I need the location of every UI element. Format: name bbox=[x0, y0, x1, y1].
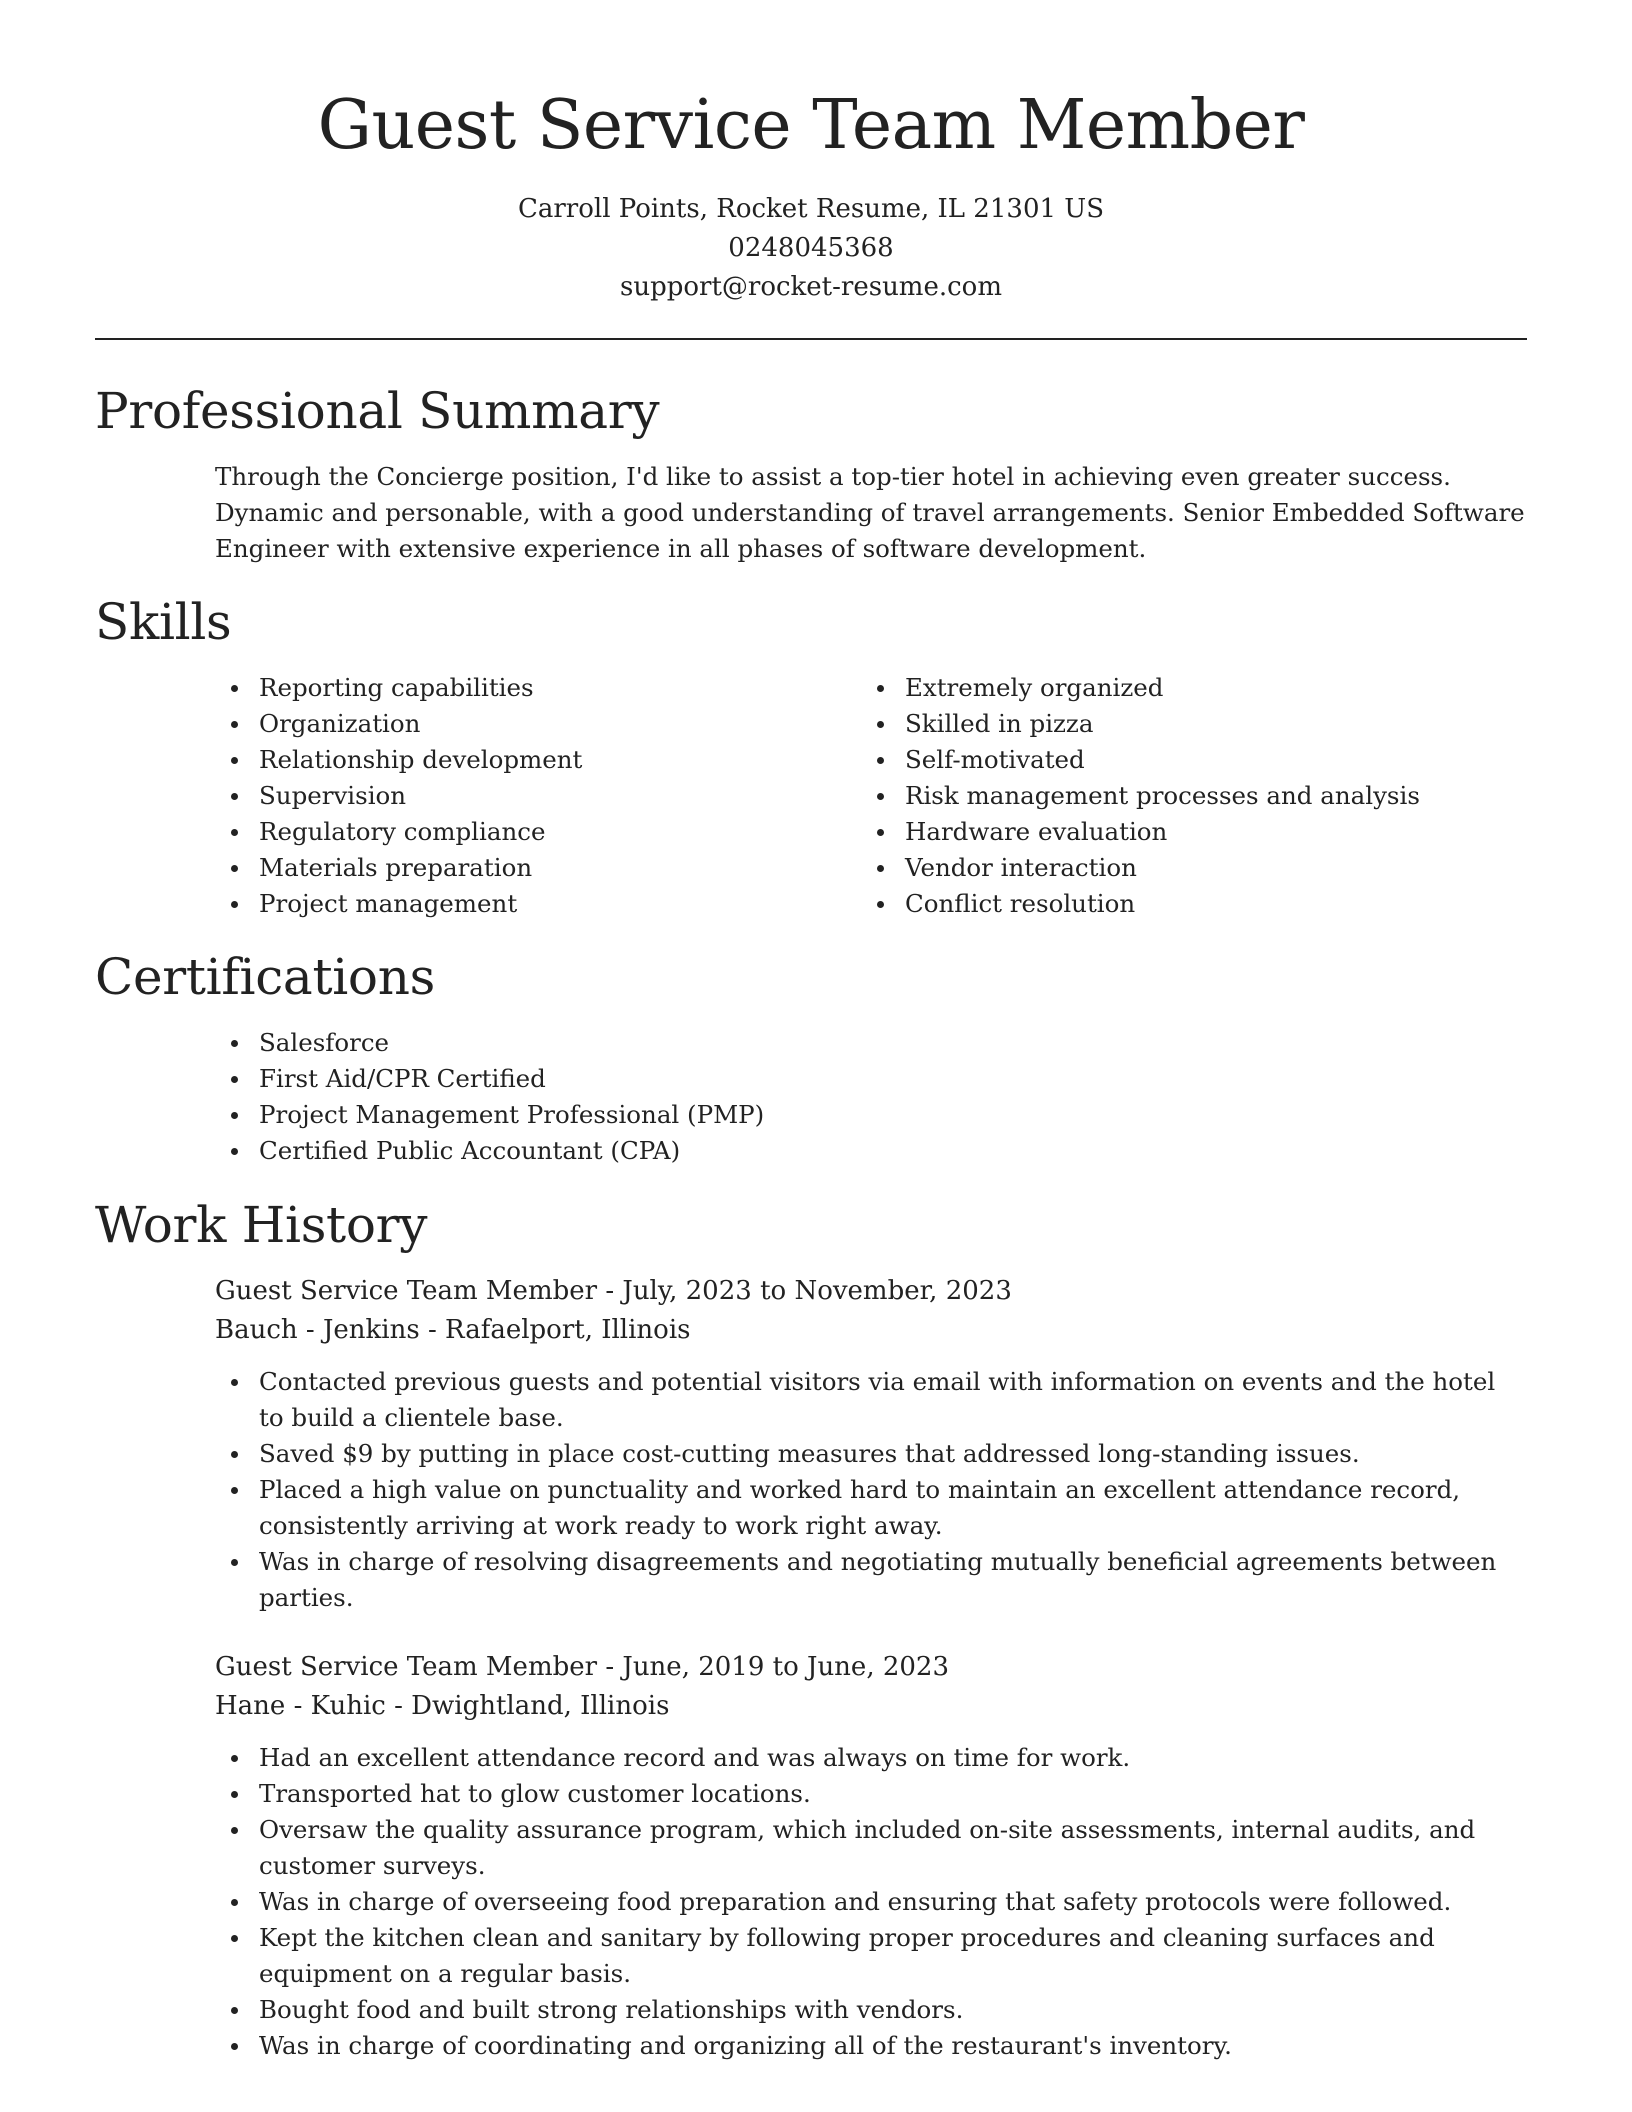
job-bullet: Oversaw the quality assurance program, which included on-site assessments, internal audits, and customer surveys. bbox=[215, 1812, 1527, 1884]
job-entry bbox=[215, 1648, 1527, 2064]
job-bullet: Was in charge of overseeing food preparation and ensuring that safety protocols were followed. bbox=[215, 1884, 1527, 1920]
job-bullet: Contacted previous guests and potential visitors via email with information on events and the hotel to build a clientele base. bbox=[215, 1364, 1527, 1436]
job-bullet: Kept the kitchen clean and sanitary by following proper procedures and cleaning surfaces and equipment on a regular basis. bbox=[215, 1920, 1527, 1992]
skill-item: Regulatory compliance bbox=[215, 814, 835, 850]
contact-email[interactable]: support@rocket-resume.com bbox=[619, 272, 1002, 302]
job-dates: July, 2023 to November, 2023 bbox=[622, 1276, 1012, 1306]
job-bullet: Had an excellent attendance record and was always on time for work. bbox=[215, 1740, 1527, 1776]
skill-item: Risk management processes and analysis bbox=[861, 778, 1481, 814]
job-company: Hane - Kuhic bbox=[215, 1691, 386, 1721]
job-bullets bbox=[215, 1364, 1527, 1616]
skills-list-right bbox=[861, 670, 1481, 922]
job-separator: - bbox=[419, 1315, 446, 1345]
job-location: Rafaelport, Illinois bbox=[445, 1315, 691, 1345]
job-title-line bbox=[215, 1272, 1527, 1311]
resume-title: Guest Service Team Member bbox=[317, 86, 1305, 165]
certifications-heading: Certifications bbox=[95, 948, 435, 1006]
skill-item: Project management bbox=[215, 886, 835, 922]
job-title-line bbox=[215, 1648, 1527, 1687]
job-bullet: Bought food and built strong relationships with vendors. bbox=[215, 1992, 1527, 2028]
job-bullets bbox=[215, 1740, 1527, 2064]
job-entry bbox=[215, 1272, 1527, 1616]
certification-item: Certified Public Accountant (CPA) bbox=[215, 1133, 1527, 1169]
certification-item: Salesforce bbox=[215, 1025, 1527, 1061]
summary-text: Through the Concierge position, I'd like to assist a top-tier hotel in achieving even greater success. Dynamic and personable, with a good understanding of travel arrangements. Senior Embedded Software Engineer with extensive experience in all phases of software development. bbox=[215, 462, 1525, 563]
skill-item: Supervision bbox=[215, 778, 835, 814]
job-separator: - bbox=[385, 1691, 412, 1721]
summary-heading: Professional Summary bbox=[95, 382, 660, 440]
work-history-heading: Work History bbox=[95, 1196, 428, 1254]
skill-item: Relationship development bbox=[215, 742, 835, 778]
skills-list-left bbox=[215, 670, 835, 922]
job-separator: - bbox=[597, 1652, 623, 1682]
job-bullet: Transported hat to glow customer locations. bbox=[215, 1776, 1527, 1812]
skill-item: Conflict resolution bbox=[861, 886, 1481, 922]
certification-item: Project Management Professional (PMP) bbox=[215, 1097, 1527, 1133]
skill-item: Self-motivated bbox=[861, 742, 1481, 778]
job-bullet: Placed a high value on punctuality and worked hard to maintain an excellent attendance record, consistently arriving at work ready to work right away. bbox=[215, 1472, 1527, 1544]
job-bullet: Saved $9 by putting in place cost-cutting measures that addressed long-standing issues. bbox=[215, 1436, 1527, 1472]
skill-item: Vendor interaction bbox=[861, 850, 1481, 886]
job-location: Dwightland, Illinois bbox=[411, 1691, 670, 1721]
skill-item: Extremely organized bbox=[861, 670, 1481, 706]
job-title: Guest Service Team Member bbox=[215, 1276, 598, 1306]
contact-address: Carroll Points, Rocket Resume, IL 21301 US bbox=[517, 194, 1105, 224]
job-separator: - bbox=[597, 1276, 623, 1306]
skill-item: Skilled in pizza bbox=[861, 706, 1481, 742]
skill-item: Hardware evaluation bbox=[861, 814, 1481, 850]
header-divider bbox=[95, 338, 1527, 340]
job-title: Guest Service Team Member bbox=[215, 1652, 598, 1682]
job-dates: June, 2019 to June, 2023 bbox=[622, 1652, 950, 1682]
skill-item: Materials preparation bbox=[215, 850, 835, 886]
job-company-line bbox=[215, 1311, 1527, 1350]
skill-item: Organization bbox=[215, 706, 835, 742]
job-bullet: Was in charge of resolving disagreements and negotiating mutually beneficial agreements between parties. bbox=[215, 1544, 1527, 1616]
contact-info bbox=[95, 190, 1527, 307]
job-company-line bbox=[215, 1687, 1527, 1726]
job-company: Bauch - Jenkins bbox=[215, 1315, 420, 1345]
certifications-list bbox=[215, 1025, 1527, 1169]
contact-phone: 0248045368 bbox=[728, 233, 894, 263]
job-bullet: Was in charge of coordinating and organizing all of the restaurant's inventory. bbox=[215, 2028, 1527, 2064]
skills-heading: Skills bbox=[95, 593, 232, 651]
skill-item: Reporting capabilities bbox=[215, 670, 835, 706]
certification-item: First Aid/CPR Certified bbox=[215, 1061, 1527, 1097]
